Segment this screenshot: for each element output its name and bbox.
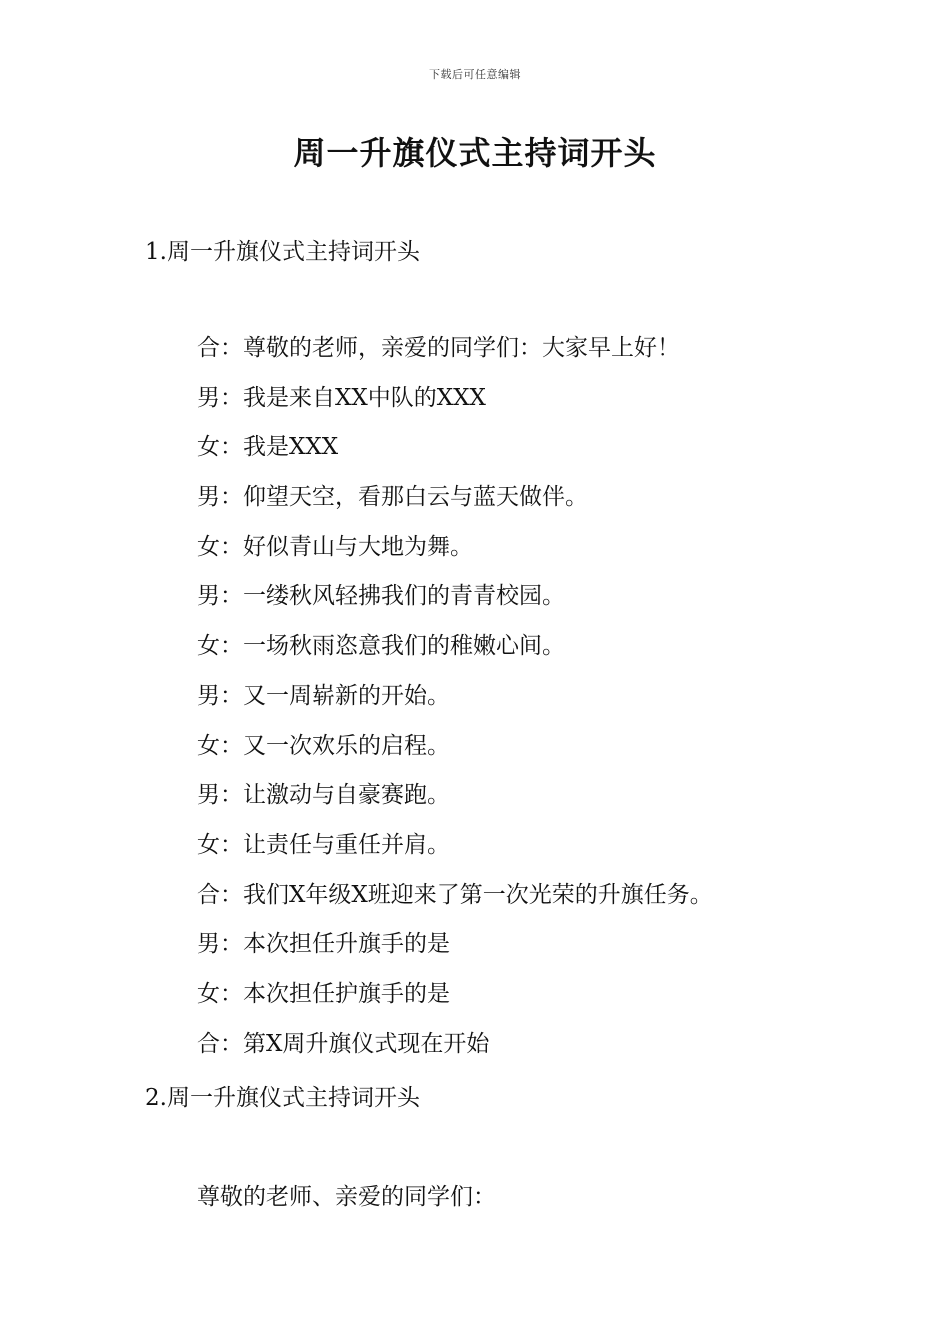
dialogue-line: [197, 830, 713, 880]
speaker-separator: ：: [220, 782, 243, 809]
header-note: 下载后可任意编辑: [429, 68, 521, 81]
line-text: 又一周崭新的开始。: [243, 682, 450, 709]
speaker-separator: ：: [220, 533, 243, 560]
speaker-separator: ：: [220, 831, 243, 858]
line-text: 本次担任护旗手的是: [243, 980, 450, 1007]
line-text: 一缕秋风轻拂我们的青青校园。: [243, 583, 565, 610]
speaker-label: 女: [197, 533, 220, 560]
speaker-separator: ：: [220, 881, 243, 908]
dialogue-line: [197, 383, 713, 433]
line-text: 我是XXX: [243, 434, 339, 461]
line-text: 我们X年级X班迎来了第一次光荣的升旗任务。: [243, 881, 713, 908]
speaker-separator: ：: [220, 732, 243, 759]
line-text: 又一次欢乐的启程。: [243, 732, 450, 759]
dialogue-line: [197, 681, 713, 731]
speaker-separator: ：: [220, 583, 243, 610]
speaker-label: 男: [197, 484, 220, 511]
dialogue-line: [197, 929, 713, 979]
dialogue-line: [197, 333, 713, 383]
speaker-separator: ：: [220, 931, 243, 958]
speaker-separator: ：: [220, 682, 243, 709]
dialogue-line: [197, 731, 713, 781]
line-text: 仰望天空，看那白云与蓝天做伴。: [243, 484, 588, 511]
speaker-separator: ：: [220, 980, 243, 1007]
line-text: 让责任与重任并肩。: [243, 831, 450, 858]
dialogue-line: [197, 532, 713, 582]
speaker-label: 男: [197, 583, 220, 610]
speaker-label: 合: [197, 1030, 220, 1057]
line-text: 好似青山与大地为舞。: [243, 533, 473, 560]
line-text: 让激动与自豪赛跑。: [243, 782, 450, 809]
speaker-label: 男: [197, 682, 220, 709]
opening-salutation: 尊敬的老师、亲爱的同学们：: [197, 1184, 496, 1210]
dialogue-line: [197, 432, 713, 482]
document-title: 周一升旗仪式主持词开头: [293, 134, 657, 172]
dialogue-line: [197, 581, 713, 631]
speaker-label: 女: [197, 732, 220, 759]
dialogue-line: [197, 979, 713, 1029]
speaker-label: 男: [197, 384, 220, 411]
dialogue-list: [197, 333, 713, 1078]
speaker-separator: ：: [220, 633, 243, 660]
speaker-label: 合: [197, 881, 220, 908]
speaker-label: 女: [197, 434, 220, 461]
section-heading-2: 2.周一升旗仪式主持词开头: [145, 1085, 420, 1111]
speaker-label: 女: [197, 980, 220, 1007]
line-text: 一场秋雨恣意我们的稚嫩心间。: [243, 633, 565, 660]
line-text: 我是来自XX中队的XXX: [243, 384, 486, 411]
speaker-label: 男: [197, 931, 220, 958]
speaker-label: 合: [197, 335, 220, 361]
speaker-label: 女: [197, 633, 220, 660]
dialogue-line: [197, 880, 713, 930]
dialogue-line: [197, 482, 713, 532]
dialogue-line: [197, 631, 713, 681]
section-heading-1: 1.周一升旗仪式主持词开头: [145, 239, 420, 265]
speaker-label: 女: [197, 831, 220, 858]
speaker-separator: ：: [220, 434, 243, 461]
dialogue-line: [197, 1029, 713, 1079]
speaker-separator: ：: [220, 484, 243, 511]
speaker-separator: ：: [220, 384, 243, 411]
line-text: 第X周升旗仪式现在开始: [243, 1030, 490, 1057]
dialogue-line: [197, 780, 713, 830]
line-text: 本次担任升旗手的是: [243, 931, 450, 958]
speaker-separator: ：: [220, 335, 243, 361]
speaker-label: 男: [197, 782, 220, 809]
speaker-separator: ：: [220, 1030, 243, 1057]
line-text: 尊敬的老师，亲爱的同学们：大家早上好！: [243, 335, 680, 361]
